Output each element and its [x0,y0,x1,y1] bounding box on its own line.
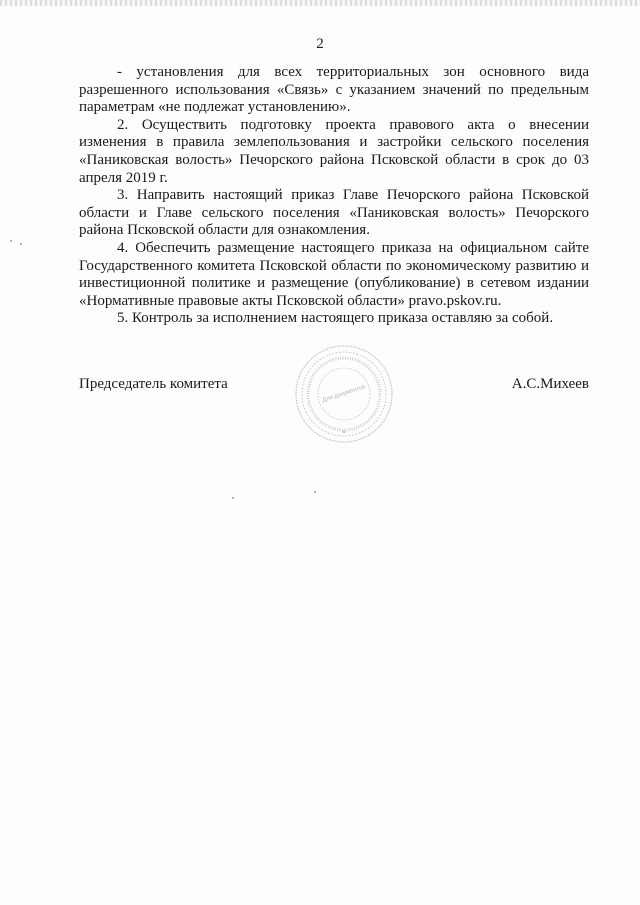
paragraph-dash-item: - установления для всех территориальных зон основного вида разрешенного использования «Связь» с указанием значений по предельным параметрам «не подлежат установлению». [79,64,589,116]
scan-speck [20,243,22,245]
paragraph-item-4: 4. Обеспечить размещение настоящего приказа на официальном сайте Государственного комитета Псковской области по экономическому развитию и инвестиционной политике и размещение (опубликование) в сетевом издании «Нормативные правовые акты Псковской области» pravo.pskov.ru. [79,239,589,309]
paragraph-item-5: 5. Контроль за исполнением настоящего приказа оставляю за собой. [117,310,554,327]
paragraph-item-3: 3. Направить настоящий приказ Главе Печорского района Псковской области и Главе сельского поселения «Паниковская волость» Печорского района Псковской области для ознакомления. [79,187,589,239]
page-number: 2 [316,36,324,52]
paragraph-item-2: 2. Осуществить подготовку проекта правового акта о внесении изменения в правила землепользования и застройки сельского поселения «Паниковская волость» Печорского района Псковской области в срок до 03 апреля 2019 г. [79,116,589,186]
scan-speck [314,491,316,493]
official-seal-stamp [292,342,396,446]
signatory-position: Председатель комитета [79,376,228,392]
document-body [79,64,589,328]
seal-text: Для документов [321,384,367,404]
scan-speck [232,497,234,499]
scan-speck [10,240,12,242]
signatory-name: А.С.Михеев [511,376,589,392]
scan-edge [0,0,640,6]
